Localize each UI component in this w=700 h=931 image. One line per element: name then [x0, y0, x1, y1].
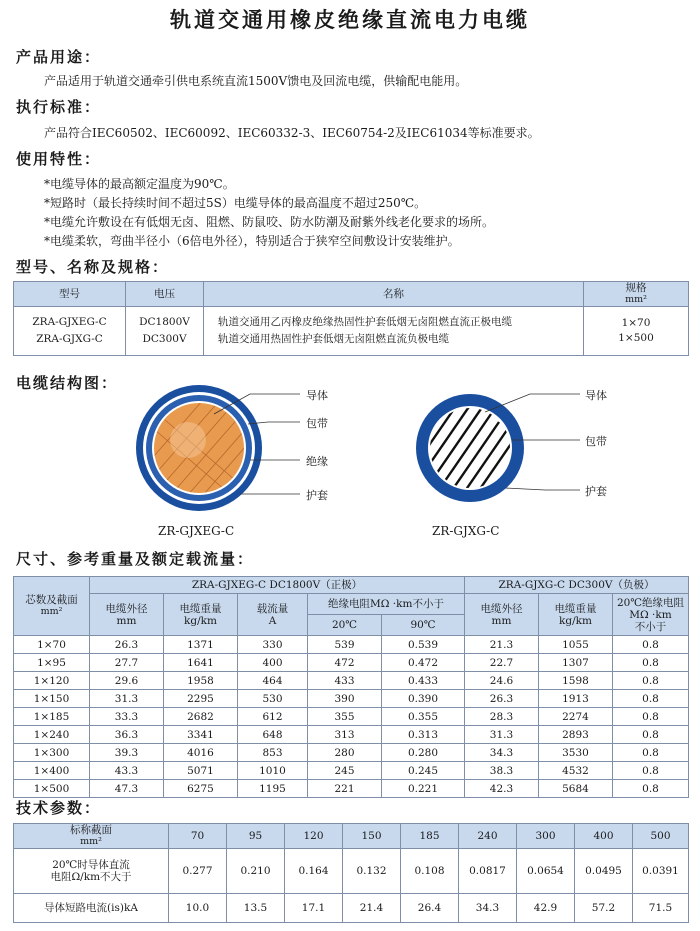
table-cell: 1958 [164, 672, 238, 690]
table-cell: 433 [308, 672, 382, 690]
table-row [14, 672, 689, 690]
table-row [14, 762, 689, 780]
table-cell: 0.390 [382, 690, 465, 708]
table-cell: 39.3 [90, 744, 164, 762]
table-cell: 1×500 [14, 780, 90, 798]
tech-section-label-cell [14, 824, 169, 849]
table-cell: 38.3 [465, 762, 539, 780]
table-row [14, 726, 689, 744]
usage-heading: 产品用途： [16, 48, 102, 66]
header-od [465, 594, 539, 636]
table-cell: 330 [238, 636, 308, 654]
table-cell: 472 [308, 654, 382, 672]
tech-section-unit: mm² [80, 836, 102, 847]
name-value: 轨道交通用乙丙橡皮绝缘热固性护套低烟无卤阻燃直流正极电缆 [218, 316, 512, 328]
tech-resistance-cell: 0.0817 [459, 849, 517, 894]
tech-section-cell: 120 [285, 824, 343, 849]
feature-item: *电缆允许敷设在有低烟无卤、阻燃、防鼠咬、防水防潮及耐紫外线老化要求的场所。 [44, 215, 495, 229]
header-ampacity [238, 594, 308, 636]
table-cell: 1×150 [14, 690, 90, 708]
table-row [14, 744, 689, 762]
tech-section-cell: 300 [517, 824, 575, 849]
table-cell: 43.3 [90, 762, 164, 780]
header-ins2-b: MΩ ·km [629, 608, 672, 621]
table-cell: 245 [308, 762, 382, 780]
tech-current-cell: 21.4 [343, 894, 401, 923]
table-cell: 47.3 [90, 780, 164, 798]
label-sheath: 护套 [306, 489, 328, 502]
header-weight-label: 电缆重量 [554, 602, 597, 615]
table-cell: 0.8 [613, 726, 689, 744]
tech-current-cell: 42.9 [517, 894, 575, 923]
table-cell: 1×70 [14, 636, 90, 654]
conductor-highlight [170, 422, 206, 458]
header-ins2-a: 20℃绝缘电阻 [616, 596, 685, 609]
header-20c: 20℃ [308, 615, 382, 636]
header-od-unit: mm [491, 614, 512, 627]
label-conductor: 导体 [585, 389, 607, 402]
spec-cell [584, 307, 689, 356]
table-cell: 1307 [539, 654, 613, 672]
name-value: 轨道交通用热固性护套低烟无卤阻燃直流负极电缆 [218, 333, 449, 345]
tech-section-cell: 185 [401, 824, 459, 849]
table-cell: 400 [238, 654, 308, 672]
table-cell: 42.3 [465, 780, 539, 798]
table-cell: 1×120 [14, 672, 90, 690]
header-group-positive: ZRA-GJXEG-C DC1800V（正极） [90, 577, 465, 594]
table-cell: 34.3 [465, 744, 539, 762]
table-cell: 0.245 [382, 762, 465, 780]
tech-resistance-cell: 0.0654 [517, 849, 575, 894]
header-name: 名称 [204, 282, 584, 307]
feature-item: *短路时（最长持续时间不超过5S）电缆导体的最高温度不超过250℃。 [44, 196, 427, 210]
label-sheath: 护套 [585, 485, 607, 498]
table-cell: 0.8 [613, 636, 689, 654]
header-weight-label: 电缆重量 [179, 602, 222, 615]
table-cell: 22.7 [465, 654, 539, 672]
caption-right: ZR-GJXG-C [432, 524, 500, 538]
table-cell: 24.6 [465, 672, 539, 690]
tech-table [13, 823, 689, 923]
features-heading: 使用特性： [16, 150, 102, 168]
table-row [14, 780, 689, 798]
table-cell: 313 [308, 726, 382, 744]
table-cell: 0.8 [613, 672, 689, 690]
header-spec [584, 282, 689, 307]
model-cell [14, 307, 126, 356]
label-conductor: 导体 [306, 389, 328, 402]
table-cell: 0.8 [613, 744, 689, 762]
table-cell: 1195 [238, 780, 308, 798]
header-od-label: 电缆外径 [480, 602, 523, 615]
table-cell: 530 [238, 690, 308, 708]
table-cell: 31.3 [465, 726, 539, 744]
cable-left [136, 385, 300, 511]
tech-resistance-cell: 0.0495 [575, 849, 633, 894]
table-cell: 0.433 [382, 672, 465, 690]
header-voltage: 电压 [126, 282, 204, 307]
table-cell: 355 [308, 708, 382, 726]
model-value: ZRA-GJXG-C [36, 333, 103, 345]
tech-section-cell: 95 [227, 824, 285, 849]
table-cell: 5071 [164, 762, 238, 780]
voltage-cell [126, 307, 204, 356]
spec-value: 1×500 [618, 332, 654, 344]
header-spec-unit: mm² [625, 294, 647, 305]
table-cell: 648 [238, 726, 308, 744]
model-value: ZRA-GJXEG-C [32, 316, 107, 328]
header-insulation: 绝缘电阻MΩ ·km不小于 [308, 594, 465, 615]
table-cell: 1055 [539, 636, 613, 654]
models-heading: 型号、名称及规格： [16, 258, 170, 276]
table-cell: 1371 [164, 636, 238, 654]
table-cell: 853 [238, 744, 308, 762]
table-cell: 0.8 [613, 780, 689, 798]
header-weight-unit: kg/km [184, 614, 217, 627]
tech-resistance-cell: 0.277 [169, 849, 227, 894]
voltage-value: DC1800V [139, 316, 190, 328]
tech-current-label: 导体短路电流(is)kA [14, 894, 169, 923]
feature-item: *电缆导体的最高额定温度为90℃。 [44, 177, 235, 191]
dimensions-heading: 尺寸、参考重量及额定载流量： [16, 550, 255, 568]
table-cell: 26.3 [465, 690, 539, 708]
table-cell: 612 [238, 708, 308, 726]
header-90c: 90℃ [382, 615, 465, 636]
tech-resistance-cell: 0.210 [227, 849, 285, 894]
table-cell: 0.313 [382, 726, 465, 744]
table-cell: 221 [308, 780, 382, 798]
standard-text: 产品符合IEC60502、IEC60092、IEC60332-3、IEC60754-2及IEC61034等标准要求。 [44, 126, 540, 140]
tech-section-cell: 500 [633, 824, 689, 849]
table-cell: 0.8 [613, 762, 689, 780]
table-cell: 5684 [539, 780, 613, 798]
label-tape: 包带 [585, 435, 607, 448]
header-ins2-c: 不小于 [634, 620, 667, 633]
table-cell: 6275 [164, 780, 238, 798]
tech-resistance-cell: 0.132 [343, 849, 401, 894]
header-group-negative: ZRA-GJXG-C DC300V（负极） [465, 577, 689, 594]
table-cell: 0.472 [382, 654, 465, 672]
caption-left: ZR-GJXEG-C [158, 524, 235, 538]
table-cell: 1913 [539, 690, 613, 708]
header-weight-unit: kg/km [559, 614, 592, 627]
table-cell: 31.3 [90, 690, 164, 708]
header-od-label: 电缆外径 [105, 602, 148, 615]
header-od [90, 594, 164, 636]
header-model: 型号 [14, 282, 126, 307]
tech-resistance-cell: 0.108 [401, 849, 459, 894]
models-table [13, 281, 689, 356]
table-cell: 3341 [164, 726, 238, 744]
header-weight [539, 594, 613, 636]
standard-heading: 执行标准： [16, 98, 102, 116]
table-cell: 1641 [164, 654, 238, 672]
tech-current-cell: 13.5 [227, 894, 285, 923]
tech-current-cell: 10.0 [169, 894, 227, 923]
table-cell: 27.7 [90, 654, 164, 672]
header-spec-label: 规格 [625, 282, 647, 294]
table-cell: 0.8 [613, 654, 689, 672]
tech-section-row [14, 824, 689, 849]
table-cell: 1010 [238, 762, 308, 780]
name-cell [204, 307, 584, 356]
tech-current-cell: 57.2 [575, 894, 633, 923]
table-cell: 29.6 [90, 672, 164, 690]
table-cell: 4016 [164, 744, 238, 762]
table-cell: 0.8 [613, 690, 689, 708]
tech-resistance-label: 电阻Ω/km不大于 [50, 871, 132, 883]
table-row [14, 636, 689, 654]
table-cell: 0.355 [382, 708, 465, 726]
tech-current-cell: 34.3 [459, 894, 517, 923]
tech-resistance-label-cell [14, 849, 169, 894]
cable-right [396, 380, 580, 534]
table-cell: 36.3 [90, 726, 164, 744]
table-cell: 1×95 [14, 654, 90, 672]
table-row [14, 690, 689, 708]
structure-heading: 电缆结构图： [16, 374, 119, 392]
table-cell: 1×400 [14, 762, 90, 780]
voltage-value: DC300V [142, 333, 187, 345]
table-cell: 26.3 [90, 636, 164, 654]
table-cell: 2295 [164, 690, 238, 708]
dimensions-body [14, 636, 689, 798]
tech-resistance-label: 20℃时导体直流 [52, 859, 130, 871]
dimensions-table [13, 576, 689, 798]
header-weight [164, 594, 238, 636]
label-insulation: 绝缘 [306, 455, 328, 468]
header-ampacity-unit: A [268, 614, 277, 627]
table-cell: 390 [308, 690, 382, 708]
tech-section-cell: 240 [459, 824, 517, 849]
tech-current-cell: 71.5 [633, 894, 689, 923]
page-title: 轨道交通用橡皮绝缘直流电力电缆 [170, 8, 530, 32]
header-od-unit: mm [116, 614, 137, 627]
tech-current-row [14, 894, 689, 923]
table-cell: 2893 [539, 726, 613, 744]
table-cell: 0.539 [382, 636, 465, 654]
table-cell: 33.3 [90, 708, 164, 726]
table-cell: 0.8 [613, 708, 689, 726]
table-cell: 0.221 [382, 780, 465, 798]
table-cell: 2274 [539, 708, 613, 726]
table-row [14, 654, 689, 672]
table-cell: 4532 [539, 762, 613, 780]
spec-value: 1×70 [621, 317, 651, 329]
header-ampacity-label: 载流量 [256, 602, 289, 615]
usage-text: 产品适用于轨道交通牵引供电系统直流1500V馈电及回流电缆，供输配电能用。 [44, 74, 468, 88]
table-cell: 28.3 [465, 708, 539, 726]
tech-section-cell: 400 [575, 824, 633, 849]
tech-section-cell: 70 [169, 824, 227, 849]
tech-section-cell: 150 [343, 824, 401, 849]
tech-resistance-cell: 0.0391 [633, 849, 689, 894]
tech-heading: 技术参数： [16, 799, 102, 817]
header-section [14, 577, 90, 636]
header-insulation-20c [613, 594, 689, 636]
cable-structure-diagram [0, 380, 700, 545]
table-cell: 1×185 [14, 708, 90, 726]
table-row [14, 708, 689, 726]
table-cell: 1×300 [14, 744, 90, 762]
table-cell: 464 [238, 672, 308, 690]
table-cell: 3530 [539, 744, 613, 762]
tech-resistance-row [14, 849, 689, 894]
tech-resistance-cell: 0.164 [285, 849, 343, 894]
table-cell: 21.3 [465, 636, 539, 654]
table-cell: 0.280 [382, 744, 465, 762]
table-cell: 1598 [539, 672, 613, 690]
label-tape: 包带 [306, 417, 328, 430]
feature-item: *电缆柔软，弯曲半径小（6倍电外径），特别适合于狭窄空间敷设计安装维护。 [44, 234, 460, 248]
tech-current-cell: 26.4 [401, 894, 459, 923]
tech-current-cell: 17.1 [285, 894, 343, 923]
header-section-label: 芯数及截面 [25, 594, 78, 606]
table-cell: 280 [308, 744, 382, 762]
table-cell: 2682 [164, 708, 238, 726]
table-cell: 1×240 [14, 726, 90, 744]
header-section-unit: mm² [40, 606, 63, 617]
table-cell: 539 [308, 636, 382, 654]
tech-section-label: 标称截面 [70, 824, 112, 836]
